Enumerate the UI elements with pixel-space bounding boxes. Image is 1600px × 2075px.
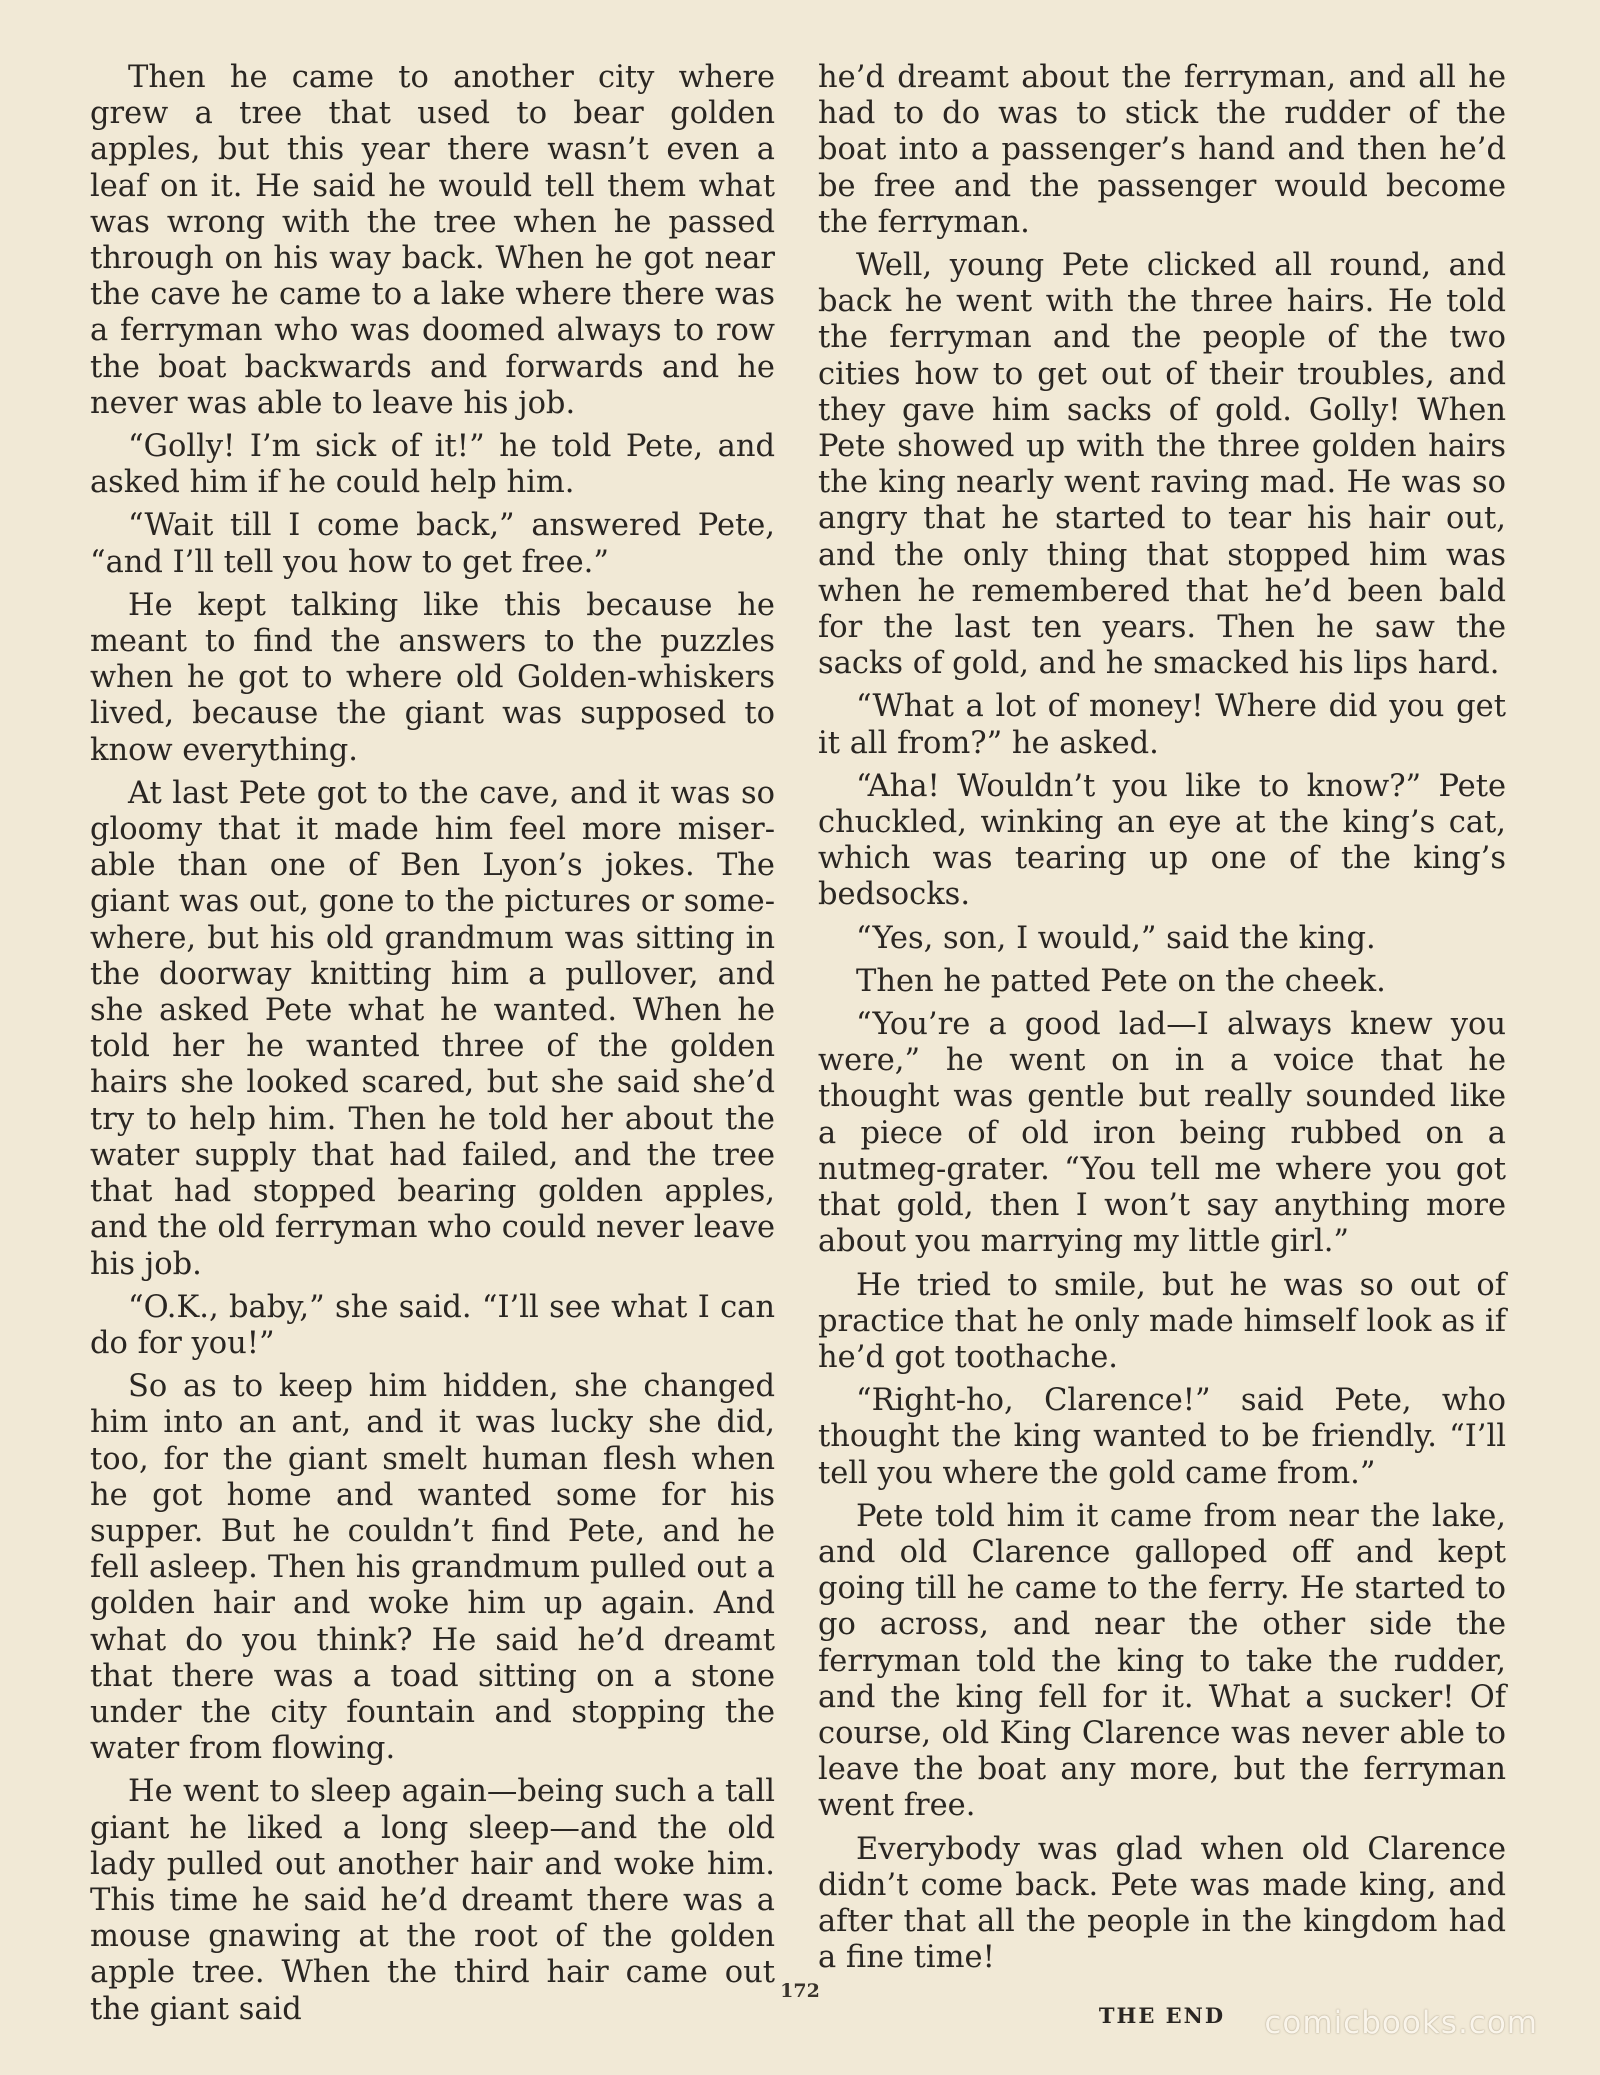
paragraph: He kept talking like this because he meant to find the answers to the puzzles when he got to where old Golden-whiskers lived, because the giant was supposed to know everything. (90, 587, 775, 768)
paragraph: “O.K., baby,” she said. “I’ll see what I can do for you!” (90, 1289, 775, 1361)
paragraph: “Wait till I come back,” answered Pete, “and I’ll tell you how to get free.” (90, 508, 775, 580)
paragraph-continuation: he’d dreamt about the ferryman, and all he had to do was to stick the rudder of the boat into a passenger’s hand and then he’d be free and the passenger would become the ferryman. (818, 60, 1506, 240)
page-number: 172 (780, 1980, 820, 2002)
paragraph: He went to sleep again—being such a tall giant he liked a long sleep—and the old lady pulled out another hair and woke him. This time he said he’d dreamt there was a mouse gnawing at the root of the golden apple tree. When the third hair came out the giant said (90, 1774, 775, 2027)
paragraph: “You’re a good lad—I always knew you were,” he went on in a voice that he thought was gentle but really sounded like a piece of old iron being rubbed on a nutmeg-grater. “You tell me where you got that gold, then I won’t say anything more about you marrying my little girl.” (818, 1007, 1506, 1260)
paragraph: “Aha! Wouldn’t you like to know?” Pete chuckled, winking an eye at the king’s cat, which was tearing up one of the king’s bedsocks. (818, 768, 1506, 913)
paragraph: Then he patted Pete on the cheek. (856, 963, 1386, 999)
paragraph: “What a lot of money! Where did you get it all from?” he asked. (818, 689, 1506, 761)
watermark: comicbooks.com (1264, 2005, 1538, 2041)
the-end-label: THE END (1098, 2003, 1226, 2029)
paragraph: He tried to smile, but he was so out of practice that he only made himself look as if he’d got toothache. (818, 1267, 1506, 1375)
right-column (818, 60, 1506, 2035)
paragraph: At last Pete got to the cave, and it was so gloomy that it made him feel more miserable than one of Ben Lyon’s jokes. The giant was out, gone to the pictures or somewhere, but his old grandmum was sitting in the doorway knitting him a pullover, and she asked Pete what he wanted. When he told her he wanted three of the golden hairs she looked scared, but she said she’d try to help him. Then he told her about the water supply that had failed, and the tree that had stopped bearing golden apples, and the old ferryman who could never leave his job. (90, 775, 775, 1282)
paragraph: “Right-ho, Clarence!” said Pete, who thought the king wanted to be friendly. “I’ll tell you where the gold came from.” (818, 1383, 1506, 1491)
left-column (90, 60, 775, 2035)
paragraph: Pete told him it came from near the lake, and old Clarence galloped off and kept going till he came to the ferry. He started to go across, and near the other side the ferryman told the king to take the rudder, and the king fell for it. What a sucker! Of course, old King Clarence was never able to leave the boat any more, but the ferryman went free. (818, 1498, 1506, 1824)
paragraph: Everybody was glad when old Clarence didn’t come back. Pete was made king, and after that all the people in the kingdom had a fine time! (818, 1831, 1506, 1976)
paragraph: “Yes, son, I would,” said the king. (856, 920, 1376, 956)
paragraph: Then he came to another city where grew a tree that used to bear golden apples, but this year there wasn’t even a leaf on it. He said he would tell them what was wrong with the tree when he passed through on his way back. When he got near the cave he came to a lake where there was a ferryman who was doomed always to row the boat backwards and forwards and he never was able to leave his job. (90, 60, 775, 421)
paragraph: Well, young Pete clicked all round, and back he went with the three hairs. He told the ferryman and the people of the two cities how to get out of their troubles, and they gave him sacks of gold. Golly! When Pete showed up with the three golden hairs the king nearly went raving mad. He was so angry that he started to tear his hair out, and the only thing that stopped him was when he remembered that he’d been bald for the last ten years. Then he saw the sacks of gold, and he smacked his lips hard. (818, 248, 1506, 682)
paragraph: So as to keep him hidden, she changed him into an ant, and it was lucky she did, too, for the giant smelt human flesh when he got home and wanted some for his supper. But he couldn’t find Pete, and he fell asleep. Then his grandmum pulled out a golden hair and woke him up again. And what do you think? He said he’d dreamt that there was a toad sitting on a stone under the city fountain and stopping the water from flowing. (90, 1369, 775, 1767)
paragraph: “Golly! I’m sick of it!” he told Pete, and asked him if he could help him. (90, 429, 775, 501)
